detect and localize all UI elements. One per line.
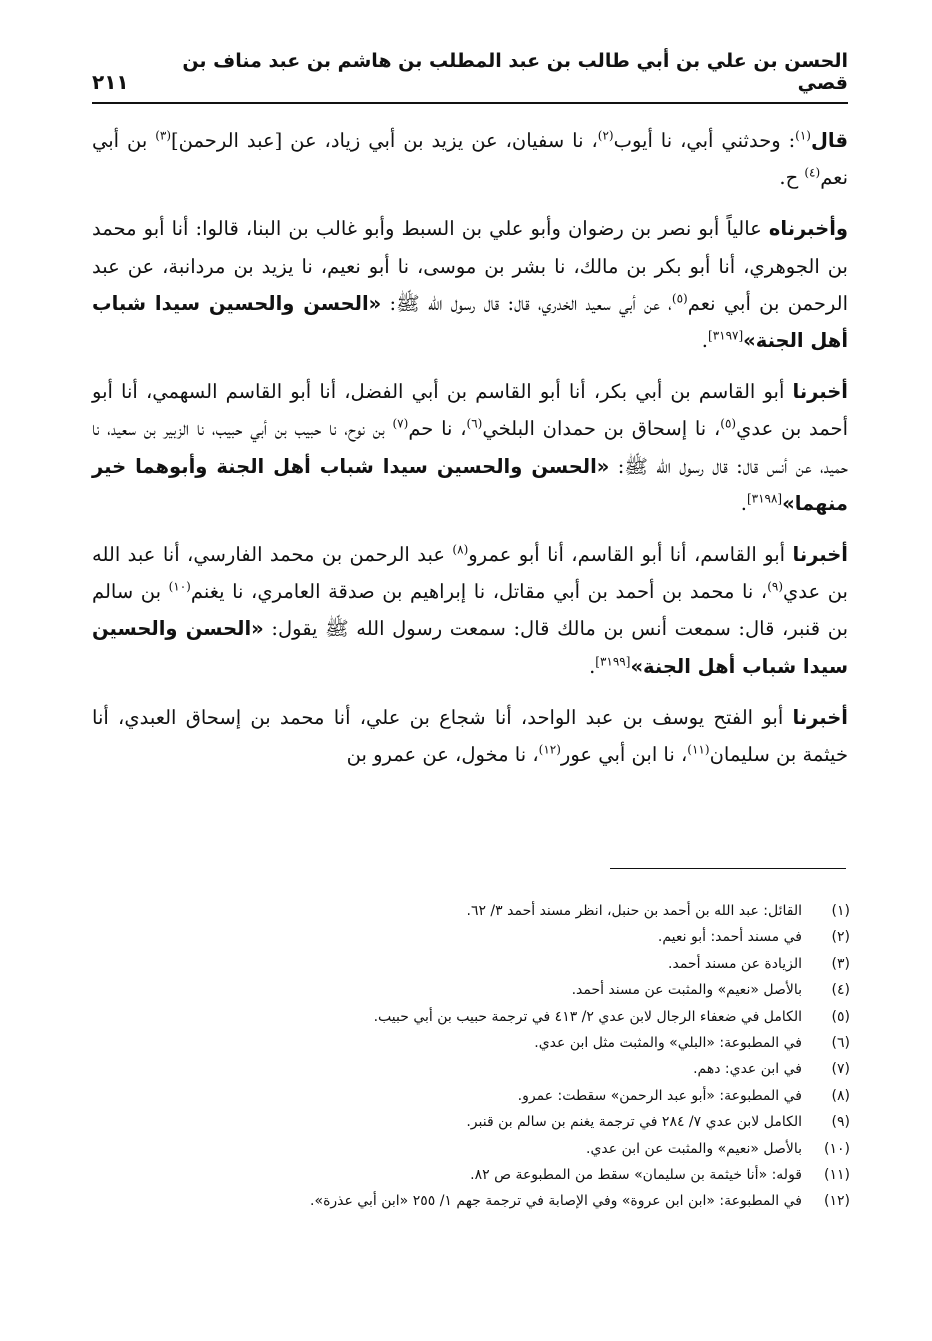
footnote-item bbox=[150, 1004, 850, 1030]
para-text: ، نا إسحاق بن حمدان البلخي bbox=[482, 417, 721, 441]
para-text: : وحدثني أبي، نا أيوب bbox=[613, 129, 796, 152]
footnote-number: (١) bbox=[831, 903, 850, 919]
footnote-ref[interactable]: (٥) bbox=[671, 291, 688, 306]
hadith-text: «الحسن والحسين سيدا شباب أهل الجنة وأبوهما خير منهما» bbox=[92, 454, 848, 515]
footnote-separator bbox=[610, 868, 846, 869]
para-lead: أخبرنا bbox=[792, 543, 848, 567]
hadith-text: «الحسن والحسين سيدا شباب أهل الجنة» bbox=[92, 291, 848, 353]
para-text: أبو القاسم بن أبي بكر، أنا أبو القاسم بن أبي الفضل، أنا أبو القاسم السهمي، أنا أبو أحمد بن عدي bbox=[92, 380, 848, 441]
paragraph-3 bbox=[92, 373, 848, 522]
paragraph-2 bbox=[92, 210, 848, 359]
para-text: بن نوح، نا حبيب بن أبي حبيب، نا الزبير بن سعيد، نا حميد، عن أنس قال: قال رسول الله ﷺ: bbox=[92, 417, 848, 478]
footnote-ref[interactable]: (٥) bbox=[720, 416, 737, 431]
footnote-ref[interactable]: (٩) bbox=[767, 579, 784, 594]
footnote-number: (٨) bbox=[831, 1087, 850, 1104]
para-text: ، عن أبي سعيد الخدري، قال: قال رسول الله ﷺ: bbox=[381, 291, 672, 315]
hadith-number: [٣١٩٨] bbox=[746, 491, 783, 506]
footnote-ref[interactable]: (٧) bbox=[392, 416, 409, 431]
footnote-text: القائل: عبد الله بن أحمد بن حنبل، انظر مسند أحمد ٣/ ٦٢. bbox=[466, 903, 802, 919]
para-lead: قال bbox=[810, 129, 848, 152]
footnote-text: في ابن عدي: دهم. bbox=[693, 1061, 802, 1078]
footnote-item bbox=[150, 1162, 850, 1188]
footnote-ref[interactable]: (١) bbox=[795, 128, 811, 143]
para-text: ، نا حم bbox=[408, 417, 467, 441]
footnote-ref[interactable]: (١٠) bbox=[168, 579, 191, 594]
footnote-text: الزيادة عن مسند أحمد. bbox=[668, 955, 802, 972]
footnote-item bbox=[150, 924, 850, 950]
footnote-text: قوله: «أنا خيثمة بن سليمان» سقط من المطبوعة ص ٨٢. bbox=[470, 1167, 802, 1184]
footnote-item bbox=[150, 977, 850, 1003]
para-text: أبو الفتح يوسف بن عبد الواحد، أنا شجاع بن علي، أنا محمد بن إسحاق العبدي، أنا خيثمة بن سليمان bbox=[92, 705, 848, 767]
running-title: الحسن بن علي بن أبي طالب بن عبد المطلب بن هاشم بن عبد مناف بن قصي bbox=[182, 50, 848, 94]
paragraph-5 bbox=[92, 699, 848, 773]
para-lead: وأخبرناه bbox=[768, 217, 848, 241]
footnote-number: (٩) bbox=[831, 1114, 850, 1131]
para-text: ح. bbox=[779, 166, 805, 190]
footnotes-list bbox=[150, 898, 850, 1215]
para-text: عبد الرحمن بن محمد الفارسي، أنا عبد الله بن عدي bbox=[92, 543, 848, 604]
footnote-text: الكامل في ضعفاء الرجال لابن عدي ٢/ ٤١٣ في ترجمة حبيب بن أبي حبيب. bbox=[373, 1008, 802, 1025]
footnote-text: في مسند أحمد: أبو نعيم. bbox=[657, 929, 802, 946]
hadith-number: [٣١٩٩] bbox=[595, 654, 631, 669]
footnote-number: (٣) bbox=[831, 955, 850, 972]
para-text: ، نا مخول، عن عمرو بن bbox=[346, 743, 539, 767]
footnote-ref[interactable]: (٤) bbox=[804, 165, 821, 180]
footnote-item bbox=[150, 898, 850, 924]
footnote-ref[interactable]: (٦) bbox=[466, 416, 483, 431]
para-text: ، نا محمد بن أحمد بن أبي مقاتل، نا إبراهيم بن صدقة العامري، نا يغنم bbox=[190, 580, 768, 604]
paragraph-1 bbox=[92, 122, 848, 196]
page-header bbox=[92, 50, 848, 104]
footnote-text: بالأصل «نعيم» والمثبت عن ابن عدي. bbox=[586, 1140, 802, 1157]
footnote-item bbox=[150, 951, 850, 977]
hadith-text: «الحسن والحسين سيدا شباب أهل الجنة» bbox=[92, 617, 848, 678]
para-text: ، نا سفيان، عن يزيد بن أبي زياد، عن [عبد الرحمن] bbox=[171, 129, 598, 152]
footnote-item bbox=[150, 1030, 850, 1056]
footnote-number: (٦) bbox=[831, 1035, 850, 1052]
para-text: بن أبي نعم bbox=[92, 129, 848, 190]
para-text: أبو القاسم، أنا أبو القاسم، أنا أبو عمرو bbox=[468, 543, 793, 567]
main-text bbox=[92, 122, 848, 773]
para-end: . bbox=[740, 491, 747, 515]
footnote-number: (٢) bbox=[831, 929, 850, 946]
footnote-text: الكامل لابن عدي ٧/ ٢٨٤ في ترجمة يغنم بن سالم بن قنبر. bbox=[466, 1114, 802, 1131]
footnote-number: (١٢) bbox=[824, 1193, 850, 1210]
footnote-ref[interactable]: (٨) bbox=[452, 542, 469, 557]
footnote-ref[interactable]: (١١) bbox=[687, 742, 710, 757]
footnote-text: بالأصل «نعيم» والمثبت عن مسند أحمد. bbox=[571, 982, 802, 999]
footnote-text: في المطبوعة: «أبو عبد الرحمن» سقطت: عمرو. bbox=[517, 1087, 802, 1104]
para-lead: أخبرنا bbox=[792, 380, 848, 404]
footnote-ref[interactable]: (٣) bbox=[155, 128, 172, 143]
hadith-number: [٣١٩٧] bbox=[708, 328, 744, 343]
footnote-text: في المطبوعة: «ابن ابن عروة» وفي الإصابة في ترجمة جهم ١/ ٢٥٥ «ابن أبي عذرة». bbox=[310, 1193, 802, 1210]
footnote-number: (١٠) bbox=[824, 1140, 850, 1157]
para-text: ، نا ابن أبي عور bbox=[560, 743, 688, 767]
footnote-number: (٥) bbox=[831, 1008, 850, 1025]
page-number: ٢١١ bbox=[92, 70, 129, 94]
footnote-item bbox=[150, 1188, 850, 1214]
para-text: بن سالم بن قنبر، قال: سمعت أنس بن مالك قال: سمعت رسول الله ﷺ يقول: bbox=[92, 580, 848, 641]
footnote-item bbox=[150, 1136, 850, 1162]
footnote-item bbox=[150, 1083, 850, 1109]
para-end: . bbox=[701, 329, 708, 353]
para-lead: أخبرنا bbox=[792, 705, 848, 729]
footnote-number: (٤) bbox=[831, 982, 850, 999]
para-end: . bbox=[589, 654, 596, 678]
paragraph-4 bbox=[92, 536, 848, 685]
footnote-number: (٧) bbox=[831, 1061, 850, 1078]
footnote-ref[interactable]: (١٢) bbox=[538, 742, 561, 757]
footnote-number: (١١) bbox=[824, 1167, 850, 1184]
footnote-ref[interactable]: (٢) bbox=[597, 128, 614, 143]
para-text: عالياً أبو نصر بن رضوان وأبو علي بن السبط وأبو غالب بن البنا، قالوا: أنا أبو محمد بن الجوهري، أنا أبو بكر بن مالك، نا بشر بن موسى، نا أبو نعيم، نا يزيد بن مردانبة، عن عبد الرحمن بن أبي نعم bbox=[92, 217, 848, 315]
footnote-item bbox=[150, 1109, 850, 1135]
footnote-text: في المطبوعة: «البلي» والمثبت مثل ابن عدي. bbox=[534, 1035, 802, 1052]
footnote-item bbox=[150, 1056, 850, 1082]
